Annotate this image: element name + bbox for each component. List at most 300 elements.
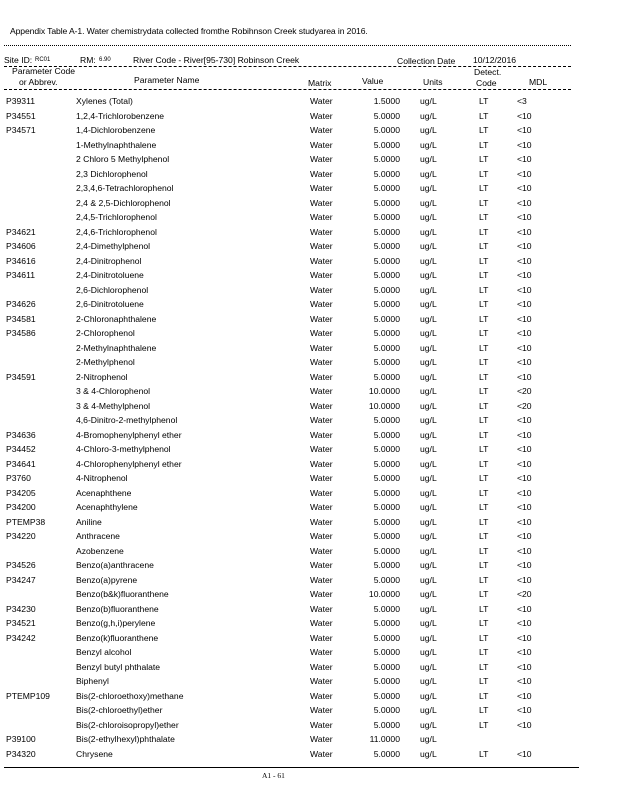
table-row [0, 647, 618, 662]
cell-parameter-code: P3760 [6, 473, 31, 483]
cell-mdl: <10 [517, 342, 532, 353]
cell-units: ug/L [420, 748, 437, 759]
cell-value: 5.0000 [373, 270, 400, 280]
table-row [0, 517, 618, 532]
table-row [0, 618, 618, 633]
cell-mdl: <10 [517, 255, 532, 266]
cell-matrix: Water [310, 734, 333, 744]
column-header-code-line1: Parameter Code [12, 66, 76, 76]
header-divider [4, 89, 571, 90]
cell-units: ug/L [420, 110, 437, 121]
cell-units: ug/L [420, 676, 437, 686]
cell-parameter-code: P34606 [6, 241, 36, 251]
cell-mdl: <10 [517, 487, 532, 498]
cell-detect-code: LT [479, 168, 489, 179]
table-row [0, 212, 618, 227]
cell-detect-code: LT [479, 400, 489, 411]
cell-detect-code: LT [479, 589, 489, 599]
cell-units: ug/L [420, 502, 437, 512]
cell-mdl: <10 [517, 705, 532, 715]
cell-parameter-name: Aniline [76, 516, 102, 527]
cell-units: ug/L [420, 400, 437, 411]
cell-detect-code: LT [479, 603, 489, 614]
cell-matrix: Water [310, 226, 333, 237]
cell-mdl: <10 [517, 270, 532, 280]
cell-parameter-code: P39100 [6, 734, 36, 744]
cell-value: 5.0000 [373, 574, 400, 585]
cell-mdl: <10 [517, 139, 532, 150]
cell-parameter-code: P34320 [6, 748, 36, 759]
cell-matrix: Water [310, 328, 333, 338]
page-number: A1 - 61 [262, 771, 285, 780]
cell-detect-code: LT [479, 313, 489, 324]
footer-rule [4, 767, 579, 768]
cell-mdl: <10 [517, 560, 532, 570]
cell-parameter-name: Benzo(k)fluoranthene [76, 632, 159, 643]
table-row [0, 96, 618, 111]
cell-matrix: Water [310, 386, 333, 396]
cell-units: ug/L [420, 357, 437, 367]
cell-detect-code: LT [479, 676, 489, 686]
cell-parameter-code: P34616 [6, 255, 36, 266]
cell-matrix: Water [310, 545, 333, 556]
cell-value: 5.0000 [373, 516, 400, 527]
cell-units: ug/L [420, 168, 437, 179]
table-row [0, 183, 618, 198]
cell-parameter-name: Benzo(b&k)fluoranthene [76, 589, 169, 599]
table-row [0, 125, 618, 140]
cell-value: 5.0000 [373, 560, 400, 570]
cell-parameter-code: P34581 [6, 313, 36, 324]
cell-detect-code: LT [479, 139, 489, 150]
cell-value: 5.0000 [373, 284, 400, 295]
cell-value: 5.0000 [373, 168, 400, 179]
cell-parameter-name: Acenaphthene [76, 487, 132, 498]
cell-mdl: <10 [517, 690, 532, 701]
cell-parameter-name: 2-Nitrophenol [76, 371, 128, 382]
cell-parameter-code: P34591 [6, 371, 36, 382]
cell-detect-code: LT [479, 415, 489, 425]
cell-parameter-name: 2-Chloronaphthalene [76, 313, 157, 324]
cell-value: 5.0000 [373, 342, 400, 353]
cell-matrix: Water [310, 748, 333, 759]
cell-matrix: Water [310, 719, 333, 730]
cell-parameter-name: Bis(2-ethylhexyl)phthalate [76, 734, 175, 744]
cell-mdl: <10 [517, 618, 532, 628]
cell-detect-code: LT [479, 487, 489, 498]
cell-detect-code: LT [479, 705, 489, 715]
table-row [0, 401, 618, 416]
cell-parameter-name: 4,6-Dinitro-2-methylphenol [76, 415, 178, 425]
cell-detect-code: LT [479, 531, 489, 541]
cell-matrix: Water [310, 603, 333, 614]
cell-value: 5.0000 [373, 676, 400, 686]
table-row [0, 676, 618, 691]
cell-units: ug/L [420, 241, 437, 251]
cell-detect-code: LT [479, 226, 489, 237]
cell-detect-code: LT [479, 110, 489, 121]
cell-detect-code: LT [479, 371, 489, 382]
cell-matrix: Water [310, 197, 333, 208]
cell-value: 5.0000 [373, 212, 400, 222]
cell-mdl: <10 [517, 299, 532, 309]
cell-parameter-name: Biphenyl [76, 676, 109, 686]
column-header-code-line2: or Abbrev. [19, 77, 58, 87]
cell-detect-code: LT [479, 328, 489, 338]
site-id-label: Site ID: [4, 55, 33, 65]
table-row [0, 473, 618, 488]
cell-value: 5.0000 [373, 371, 400, 382]
cell-mdl: <10 [517, 676, 532, 686]
cell-detect-code: LT [479, 154, 489, 164]
cell-detect-code: LT [479, 444, 489, 454]
cell-value: 5.0000 [373, 661, 400, 672]
cell-parameter-code: P34521 [6, 618, 36, 628]
cell-mdl: <10 [517, 429, 532, 440]
cell-parameter-name: 4-Bromophenylphenyl ether [76, 429, 182, 440]
cell-mdl: <10 [517, 110, 532, 121]
cell-parameter-code: P34636 [6, 429, 36, 440]
cell-units: ug/L [420, 574, 437, 585]
cell-units: ug/L [420, 531, 437, 541]
cell-units: ug/L [420, 516, 437, 527]
cell-matrix: Water [310, 502, 333, 512]
cell-value: 5.0000 [373, 705, 400, 715]
cell-matrix: Water [310, 487, 333, 498]
cell-units: ug/L [420, 603, 437, 614]
cell-detect-code: LT [479, 458, 489, 469]
cell-parameter-name: Bis(2-chloroethoxy)methane [76, 690, 184, 701]
table-row [0, 241, 618, 256]
table-row [0, 227, 618, 242]
site-id-value: RC01 [35, 57, 51, 63]
cell-mdl: <20 [517, 386, 532, 396]
table-row [0, 546, 618, 561]
cell-parameter-name: Bis(2-chloroethyl)ether [76, 705, 163, 715]
cell-value: 5.0000 [373, 487, 400, 498]
cell-parameter-code: P34551 [6, 110, 36, 121]
cell-parameter-name: 2,3 Dichlorophenol [76, 168, 148, 179]
cell-matrix: Water [310, 212, 333, 222]
cell-mdl: <10 [517, 502, 532, 512]
cell-parameter-name: Benzyl alcohol [76, 647, 132, 657]
cell-units: ug/L [420, 226, 437, 237]
cell-units: ug/L [420, 299, 437, 309]
cell-matrix: Water [310, 444, 333, 454]
column-header-detect-line1: Detect. [474, 67, 502, 77]
column-header-units: Units [423, 77, 443, 87]
table-row [0, 589, 618, 604]
cell-detect-code: LT [479, 183, 489, 193]
table-row [0, 198, 618, 213]
cell-parameter-code: PTEMP109 [6, 690, 50, 701]
table-row [0, 531, 618, 546]
cell-value: 5.0000 [373, 299, 400, 309]
cell-mdl: <10 [517, 748, 532, 759]
cell-value: 5.0000 [373, 748, 400, 759]
cell-detect-code: LT [479, 632, 489, 643]
cell-value: 5.0000 [373, 226, 400, 237]
cell-mdl: <10 [517, 357, 532, 367]
cell-detect-code: LT [479, 618, 489, 628]
table-row [0, 662, 618, 677]
cell-value: 5.0000 [373, 328, 400, 338]
cell-units: ug/L [420, 632, 437, 643]
cell-parameter-name: 3 & 4-Chlorophenol [76, 386, 151, 396]
cell-matrix: Water [310, 299, 333, 309]
cell-value: 5.0000 [373, 531, 400, 541]
cell-matrix: Water [310, 241, 333, 251]
cell-units: ug/L [420, 444, 437, 454]
rm-value: 6.90 [99, 57, 111, 63]
cell-matrix: Water [310, 676, 333, 686]
cell-units: ug/L [420, 705, 437, 715]
cell-parameter-name: 2,6-Dinitrotoluene [76, 299, 144, 309]
cell-matrix: Water [310, 429, 333, 440]
table-row [0, 140, 618, 155]
cell-detect-code: LT [479, 647, 489, 657]
table-row [0, 256, 618, 271]
cell-matrix: Water [310, 168, 333, 179]
table-row [0, 604, 618, 619]
cell-parameter-code: P34220 [6, 531, 36, 541]
cell-matrix: Water [310, 618, 333, 628]
cell-value: 5.0000 [373, 313, 400, 324]
cell-units: ug/L [420, 487, 437, 498]
cell-value: 5.0000 [373, 125, 400, 135]
cell-detect-code: LT [479, 96, 489, 106]
cell-mdl: <10 [517, 516, 532, 527]
cell-value: 5.0000 [373, 241, 400, 251]
cell-parameter-code: P34526 [6, 560, 36, 570]
cell-value: 5.0000 [373, 197, 400, 208]
cell-value: 5.0000 [373, 618, 400, 628]
cell-parameter-code: P34621 [6, 226, 36, 237]
cell-matrix: Water [310, 183, 333, 193]
cell-units: ug/L [420, 284, 437, 295]
table-row [0, 430, 618, 445]
table-row [0, 488, 618, 503]
table-row [0, 169, 618, 184]
cell-units: ug/L [420, 328, 437, 338]
cell-parameter-code: P39311 [6, 96, 35, 106]
cell-matrix: Water [310, 270, 333, 280]
cell-units: ug/L [420, 458, 437, 469]
cell-value: 5.0000 [373, 690, 400, 701]
cell-units: ug/L [420, 212, 437, 222]
cell-matrix: Water [310, 661, 333, 672]
cell-units: ug/L [420, 386, 437, 396]
cell-parameter-name: Benzyl butyl phthalate [76, 661, 161, 672]
table-row [0, 299, 618, 314]
cell-matrix: Water [310, 139, 333, 150]
cell-parameter-name: Chrysene [76, 748, 113, 759]
cell-matrix: Water [310, 125, 333, 135]
table-row [0, 285, 618, 300]
table-row [0, 111, 618, 126]
cell-value: 5.0000 [373, 647, 400, 657]
cell-value: 5.0000 [373, 603, 400, 614]
cell-matrix: Water [310, 473, 333, 483]
cell-mdl: <10 [517, 168, 532, 179]
cell-value: 5.0000 [373, 139, 400, 150]
cell-mdl: <10 [517, 574, 532, 585]
cell-value: 5.0000 [373, 357, 400, 367]
table-row [0, 314, 618, 329]
cell-value: 1.5000 [373, 96, 400, 106]
cell-parameter-code: P34611 [6, 270, 35, 280]
cell-matrix: Water [310, 371, 333, 382]
cell-parameter-code: P34452 [6, 444, 36, 454]
cell-mdl: <10 [517, 661, 532, 672]
cell-parameter-name: 1-Methylnaphthalene [76, 139, 157, 150]
cell-mdl: <10 [517, 212, 532, 222]
cell-parameter-name: 2,4,6-Trichlorophenol [76, 226, 157, 237]
cell-mdl: <10 [517, 241, 532, 251]
table-row [0, 502, 618, 517]
page-title: Appendix Table A-1. Water chemistrydata collected fromthe Robihnson Creek studyarea in 2016. [10, 26, 368, 36]
cell-parameter-code: P34641 [6, 458, 36, 469]
cell-parameter-code: P34586 [6, 328, 36, 338]
cell-units: ug/L [420, 415, 437, 425]
cell-units: ug/L [420, 560, 437, 570]
cell-mdl: <10 [517, 415, 532, 425]
cell-matrix: Water [310, 458, 333, 469]
cell-matrix: Water [310, 632, 333, 643]
cell-mdl: <10 [517, 444, 532, 454]
cell-units: ug/L [420, 313, 437, 324]
cell-parameter-name: 4-Nitrophenol [76, 473, 128, 483]
cell-units: ug/L [420, 270, 437, 280]
rm-label: RM: [80, 55, 96, 65]
cell-units: ug/L [420, 690, 437, 701]
table-row [0, 459, 618, 474]
cell-value: 5.0000 [373, 473, 400, 483]
cell-parameter-code: P34205 [6, 487, 36, 498]
table-row [0, 270, 618, 285]
cell-units: ug/L [420, 183, 437, 193]
cell-detect-code: LT [479, 299, 489, 309]
cell-parameter-code: P34626 [6, 299, 36, 309]
cell-detect-code: LT [479, 212, 489, 222]
cell-parameter-name: 2,4-Dimethylphenol [76, 241, 151, 251]
cell-units: ug/L [420, 255, 437, 266]
table-row [0, 386, 618, 401]
table-row [0, 415, 618, 430]
cell-detect-code: LT [479, 748, 489, 759]
cell-value: 5.0000 [373, 255, 400, 266]
cell-units: ug/L [420, 647, 437, 657]
cell-mdl: <10 [517, 458, 532, 469]
cell-mdl: <10 [517, 719, 532, 730]
cell-mdl: <20 [517, 589, 532, 599]
cell-mdl: <10 [517, 226, 532, 237]
cell-detect-code: LT [479, 125, 489, 135]
table-row [0, 720, 618, 735]
cell-mdl: <10 [517, 328, 532, 338]
column-header-name: Parameter Name [134, 75, 200, 85]
cell-units: ug/L [420, 429, 437, 440]
cell-parameter-name: 4-Chlorophenylphenyl ether [76, 458, 182, 469]
column-header-detect-line2: Code [476, 78, 497, 88]
cell-parameter-name: Acenaphthylene [76, 502, 138, 512]
table-row [0, 633, 618, 648]
cell-parameter-name: 2-Chlorophenol [76, 328, 135, 338]
cell-matrix: Water [310, 154, 333, 164]
cell-detect-code: LT [479, 429, 489, 440]
cell-parameter-name: 2,4 & 2,5-Dichlorophenol [76, 197, 171, 208]
cell-units: ug/L [420, 545, 437, 556]
cell-parameter-name: Azobenzene [76, 545, 124, 556]
cell-detect-code: LT [479, 284, 489, 295]
cell-matrix: Water [310, 589, 333, 599]
cell-parameter-name: Anthracene [76, 531, 120, 541]
cell-matrix: Water [310, 705, 333, 715]
cell-parameter-name: 2,4,5-Trichlorophenol [76, 212, 157, 222]
cell-matrix: Water [310, 647, 333, 657]
cell-detect-code: LT [479, 241, 489, 251]
cell-value: 5.0000 [373, 110, 400, 121]
cell-matrix: Water [310, 516, 333, 527]
cell-units: ug/L [420, 125, 437, 135]
cell-value: 5.0000 [373, 719, 400, 730]
cell-units: ug/L [420, 197, 437, 208]
cell-units: ug/L [420, 734, 437, 744]
cell-mdl: <10 [517, 125, 532, 135]
table-row [0, 749, 618, 764]
table-row [0, 444, 618, 459]
cell-parameter-name: 2,4-Dinitrophenol [76, 255, 142, 266]
cell-parameter-code: P34200 [6, 502, 36, 512]
cell-detect-code: LT [479, 255, 489, 266]
cell-parameter-code: P34230 [6, 603, 36, 614]
cell-parameter-name: Benzo(b)fluoranthene [76, 603, 159, 614]
cell-mdl: <10 [517, 473, 532, 483]
cell-detect-code: LT [479, 197, 489, 208]
cell-matrix: Water [310, 110, 333, 121]
cell-detect-code: LT [479, 342, 489, 353]
cell-detect-code: LT [479, 661, 489, 672]
cell-units: ug/L [420, 96, 437, 106]
cell-parameter-name: 1,2,4-Trichlorobenzene [76, 110, 165, 121]
cell-mdl: <10 [517, 284, 532, 295]
collection-date-value: 10/12/2016 [473, 55, 517, 65]
cell-matrix: Water [310, 531, 333, 541]
cell-mdl: <20 [517, 400, 532, 411]
cell-matrix: Water [310, 342, 333, 353]
cell-mdl: <10 [517, 647, 532, 657]
cell-value: 5.0000 [373, 632, 400, 643]
cell-parameter-name: Benzo(a)anthracene [76, 560, 154, 570]
table-row [0, 560, 618, 575]
cell-matrix: Water [310, 574, 333, 585]
column-header-matrix: Matrix [308, 78, 332, 88]
cell-parameter-name: 2,4-Dinitrotoluene [76, 270, 144, 280]
cell-mdl: <10 [517, 197, 532, 208]
cell-mdl: <10 [517, 371, 532, 382]
cell-value: 5.0000 [373, 183, 400, 193]
cell-matrix: Water [310, 284, 333, 295]
cell-mdl: <10 [517, 183, 532, 193]
cell-value: 5.0000 [373, 458, 400, 469]
cell-value: 5.0000 [373, 444, 400, 454]
cell-matrix: Water [310, 357, 333, 367]
cell-matrix: Water [310, 313, 333, 324]
table-row [0, 575, 618, 590]
cell-units: ug/L [420, 342, 437, 353]
cell-value: 10.0000 [368, 589, 400, 599]
cell-parameter-name: 2-Methylnaphthalene [76, 342, 157, 353]
